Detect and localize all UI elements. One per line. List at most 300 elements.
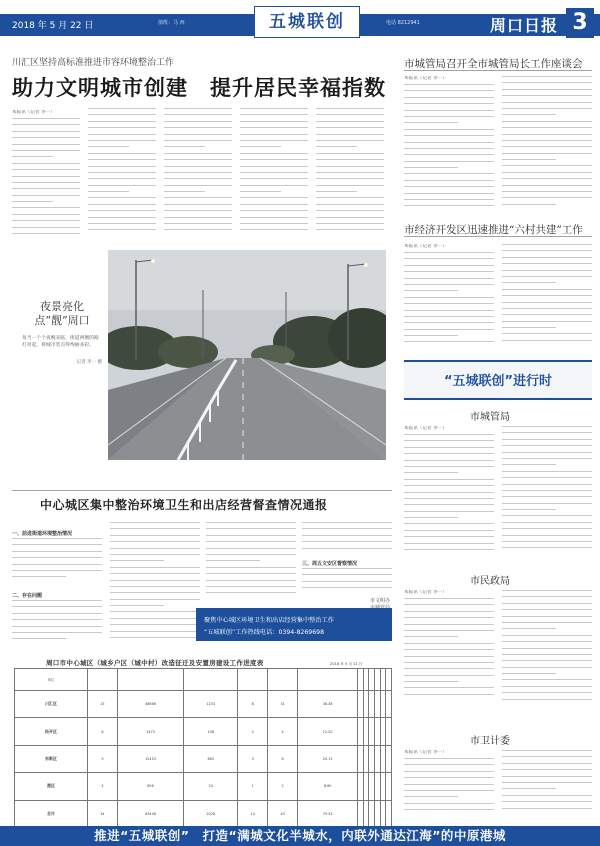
text-line [404,543,494,544]
table-district-cell: 经开区 [15,718,88,745]
text-line [404,809,494,810]
table-cell: 3 [238,745,268,772]
text-line [404,694,494,695]
text-line [164,197,232,198]
article2-text-col-4a [302,522,392,558]
hotline-line-2: “五城联创”工作热线电话：0394-8269698 [204,629,325,636]
table-cell: 15 [87,691,117,718]
text-line [206,528,296,529]
page-number: 3 [566,8,594,38]
progress-table-title: 周口市中心城区（城乡户区（城中村）改造征迁及安置房建设工作进度表 [46,659,264,667]
text-line [240,114,308,115]
article2-text-col-2 [110,522,200,648]
table-cell: 12.20 [298,718,358,745]
text-line [502,439,592,440]
text-line [404,777,494,778]
text-line [88,134,156,135]
hotline-line-1: 聚焦中心城区环境卫生和出店经营集中整治工作 [204,617,334,624]
progress-banner [404,360,592,400]
text-line [502,699,592,700]
text-line [502,204,556,205]
text-line [110,528,200,529]
text-line [502,596,592,597]
table-cell: 34 [87,800,117,827]
text-line [316,229,384,230]
text-line [316,146,357,147]
text-line [502,673,556,674]
text-line [12,214,80,215]
text-line [502,654,592,655]
right-article1-col-2 [502,76,592,216]
text-line [502,140,592,141]
text-line [12,632,102,633]
text-line [302,581,392,582]
text-line [404,322,494,323]
text-line [404,771,494,772]
text-line [12,606,102,607]
text-line [404,258,494,259]
text-line [502,321,592,322]
text-line [12,570,102,571]
text-line [316,166,384,167]
text-line [110,611,200,612]
text-line [404,284,494,285]
text-line [404,790,494,791]
table-header-cell [268,669,298,691]
newspaper-logo: 周口日报 [490,16,559,35]
unit3-col-2 [502,750,592,818]
text-line [404,511,494,512]
table-cell: 14 [238,800,268,827]
text-line [164,146,205,147]
text-line [12,220,80,221]
table-cell: 6 [268,745,298,772]
text-line [12,207,80,208]
table-cell [386,800,392,827]
text-line [404,205,494,206]
text-line [164,185,232,186]
text-line [240,172,308,173]
table-district-cell: 东新区 [15,745,88,772]
text-line [502,102,592,103]
text-line [12,600,102,601]
text-line [404,536,494,537]
text-line [404,148,494,149]
text-line [316,159,384,160]
text-line [240,121,308,122]
table-cell: 2 [238,718,268,745]
text-line [240,191,281,192]
table-district-cell: 港区 [15,773,88,800]
unit1-col-2 [502,426,592,560]
text-line [502,776,592,777]
text-line [88,159,156,160]
text-line [110,573,200,574]
text-line [502,679,592,680]
text-line [404,434,494,435]
text-line [404,796,458,797]
text-line [12,169,80,170]
text-line [110,586,200,587]
text-line [316,108,384,109]
text-line [12,188,80,189]
text-line [404,617,494,618]
right-article2-byline: 本报讯（记者 李一） [404,244,447,249]
text-line [110,599,200,600]
text-line [404,135,494,136]
text-line [502,660,592,661]
text-line [404,329,494,330]
right-article1-col-1 [404,84,494,216]
issue-date: 2018 年 5 月 22 日 [12,21,94,31]
text-line [502,197,592,198]
text-line [404,517,458,518]
text-line [404,310,494,311]
text-line [502,295,592,296]
text-line [110,592,200,593]
text-line [12,233,80,234]
text-line [502,134,592,135]
text-line [240,108,308,109]
article2-text-col-4b [302,568,392,596]
text-line [404,186,494,187]
text-line [302,541,392,542]
text-line [502,471,592,472]
text-line [502,276,592,277]
table-row [15,691,392,718]
lead-text-col-4 [240,108,308,240]
unit1-col-1 [404,434,494,560]
table-row [15,773,392,800]
text-line [502,547,592,548]
text-line [502,515,592,516]
unit-title-health-commission: 市卫计委 [470,736,510,747]
unit2-col-1 [404,598,494,706]
progress-banner-text: “五城联创”进行时 [443,374,553,389]
article2-title: 中心城区集中整治环境卫生和出店经营督查情况通报 [40,498,328,512]
unit2-byline: 本报讯（记者 李一） [404,590,447,595]
table-cell: 20.15 [298,745,358,772]
text-line [240,159,308,160]
text-line [240,204,308,205]
text-line [502,496,592,497]
text-line [502,289,592,290]
photo-caption [22,300,102,430]
text-line [502,263,592,264]
text-line [12,195,80,196]
text-line [404,784,494,785]
text-line [88,140,156,141]
lead-byline: 本报讯（记者 李一） [12,110,55,115]
text-line [502,509,556,510]
text-line [404,303,494,304]
text-line [404,297,494,298]
text-line [502,503,592,504]
text-line [12,163,80,164]
text-line [88,185,156,186]
text-line [240,140,308,141]
text-line [206,541,296,542]
table-header-cell: 单位 [15,669,88,691]
signature-line-1: 市文明办 [369,598,390,604]
text-line [240,134,308,135]
article2-subhead-3: 三、周五文安区督察情况 [302,561,358,567]
text-line [316,172,384,173]
text-line [110,522,200,523]
text-line [404,265,494,266]
text-line [164,140,232,141]
text-line [302,528,392,529]
editor-credit: 值班：马 西 [158,20,185,26]
table-cell [386,745,392,772]
text-line [502,628,556,629]
text-line [206,560,260,561]
text-line [502,432,592,433]
text-line [88,223,156,224]
unit3-col-1 [404,758,494,818]
text-line [404,271,494,272]
text-line [240,210,308,211]
text-line [164,210,232,211]
text-line [404,129,494,130]
text-line [110,567,200,568]
text-line [88,121,156,122]
lead-text-col-3 [164,108,232,240]
text-line [88,191,129,192]
text-line [502,108,592,109]
text-line [206,580,296,581]
text-line [502,89,592,90]
text-line [502,648,592,649]
text-line [502,114,556,115]
text-line [88,146,129,147]
text-line [12,619,102,620]
text-line [502,333,592,334]
hotline-box [196,608,392,641]
text-line [316,204,384,205]
text-line [404,252,494,253]
text-line [404,180,494,181]
text-line [316,153,384,154]
text-line [12,638,66,639]
text-line [164,166,232,167]
text-line [110,618,200,619]
text-line [404,161,494,162]
text-line [164,114,232,115]
text-line [404,681,458,682]
lead-text-col-5 [316,108,384,240]
text-line [12,564,102,565]
text-line [302,587,392,588]
table-header-cell [87,669,117,691]
text-line [502,172,592,173]
text-line [502,763,592,764]
text-line [502,159,556,160]
text-line [404,472,458,473]
text-line [502,769,592,770]
text-line [404,453,494,454]
text-line [502,458,592,459]
text-line [502,609,592,610]
article2-text-col-1b [12,600,102,648]
text-line [12,182,80,183]
text-line [404,466,494,467]
text-line [502,795,592,796]
text-line [502,616,592,617]
right-article1-byline: 本报讯（记者 李一） [404,76,447,81]
right-article2-col-2 [502,244,592,348]
text-line [12,551,102,552]
table-district-cell: 川汇区 [15,691,88,718]
text-line [88,166,156,167]
text-line [302,522,392,523]
text-line [502,641,592,642]
table-cell: 8.60 [298,773,358,800]
table-cell [386,691,392,718]
text-line [404,479,494,480]
table-cell: 2 [268,773,298,800]
text-line [240,153,308,154]
text-line [240,197,308,198]
text-line [502,541,592,542]
text-line [502,327,556,328]
text-line [502,782,592,783]
text-line [164,134,232,135]
text-line [404,116,494,117]
text-line [502,191,592,192]
lead-kicker: 川汇区坚持高标准推进市容环境整治工作 [12,58,175,68]
text-line [316,217,384,218]
text-line [206,548,296,549]
text-line [502,756,592,757]
photo-title-line-1: 夜景亮化 [40,300,84,313]
table-cell: 9 [87,745,117,772]
text-line [404,167,458,168]
text-line [164,172,232,173]
table-cell: 6 [87,718,117,745]
text-line [316,127,384,128]
text-line [404,485,494,486]
text-line [12,118,80,119]
text-line [502,801,592,802]
text-line [12,576,66,577]
text-line [502,82,592,83]
text-line [502,146,592,147]
text-line [206,522,296,523]
table-cell: 38.38 [298,691,358,718]
table-row [15,718,392,745]
text-line [404,598,494,599]
table-cell: 1233 [184,691,238,718]
text-line [302,568,392,569]
text-line [404,316,494,317]
text-line [502,464,556,465]
text-line [88,114,156,115]
text-line [240,229,308,230]
text-line [316,185,384,186]
text-line [240,178,308,179]
text-line [502,282,556,283]
section-divider [12,490,392,491]
text-line [404,523,494,524]
text-line [404,764,494,765]
text-line [502,270,592,271]
right-article2-title: 市经济开发区迅速推进“六村共建”工作 [404,224,583,236]
text-line [316,121,384,122]
text-line [302,574,392,575]
table-cell: 31 [268,691,298,718]
table-cell: 4 [268,718,298,745]
text-line [240,185,308,186]
text-line [502,484,592,485]
text-line [164,159,232,160]
text-line [316,134,384,135]
text-line [164,178,232,179]
text-line [88,210,156,211]
text-line [12,176,80,177]
text-line [502,490,592,491]
text-line [240,223,308,224]
text-line [206,586,296,587]
table-cell: 8 [238,691,268,718]
text-line [502,95,592,96]
text-line [164,121,232,122]
text-line [502,808,592,809]
text-line [12,613,102,614]
text-line [88,217,156,218]
text-line [316,210,384,211]
text-line [404,687,494,688]
text-line [404,662,494,663]
text-line [502,165,592,166]
footer-slogan: 推进“五城联创” 打造“满城文化半城水，内联外通达江海”的中原港城 [0,826,600,846]
text-line [12,201,53,202]
text-line [316,178,384,179]
text-line [240,166,308,167]
text-line [164,223,232,224]
table-cell: 856 [117,773,183,800]
text-line [206,573,296,574]
text-line [302,548,392,549]
text-line [88,178,156,179]
text-line [502,603,592,604]
text-line [404,498,494,499]
text-line [502,302,592,303]
text-line [404,290,458,291]
text-line [404,154,494,155]
table-cell [386,773,392,800]
text-line [206,592,296,593]
table-header-row [15,669,392,691]
text-line [404,643,494,644]
progress-table-grid [14,668,392,828]
text-line [404,530,494,531]
article2-text-col-3 [206,522,296,602]
table-cell: 663 [184,745,238,772]
text-line [502,314,592,315]
text-line [316,197,384,198]
text-line [12,156,53,157]
text-line [404,103,494,104]
table-cell: 48666 [117,691,183,718]
table-cell: 1473 [117,718,183,745]
text-line [12,150,80,151]
unit-title-civil-affairs: 市民政局 [470,576,510,587]
text-line [206,554,296,555]
text-line [88,229,156,230]
table-cell: 108 [184,718,238,745]
text-line [12,131,80,132]
